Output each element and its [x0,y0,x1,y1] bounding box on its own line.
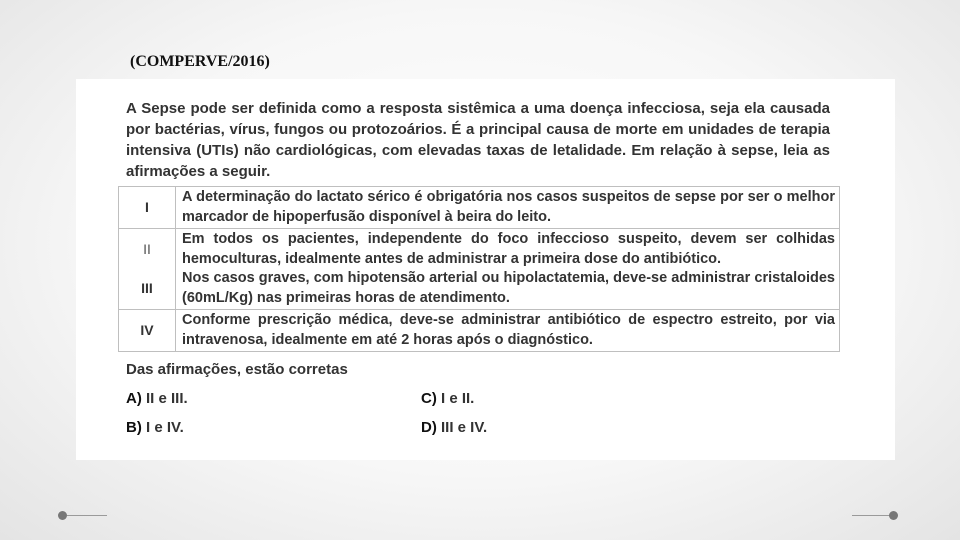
option-text: II e III. [146,390,188,407]
statement-number: IV [119,310,176,352]
question-prompt: Das afirmações, estão corretas [126,361,348,378]
option-letter: C) [421,390,437,407]
statement-text: Conforme prescrição médica, deve-se administrar antibiótico de espectro estreito, por via intravenosa, idealmente em até 2 horas após o diagnóstico. [176,310,840,352]
statement-number-group [119,229,176,310]
option-text: I e IV. [146,419,184,436]
table-row [119,229,840,310]
option-letter: B) [126,419,142,436]
statement-number: II [143,241,151,257]
decorative-rule-right [852,515,892,516]
option-text: III e IV. [441,419,488,436]
question-panel [76,79,895,460]
statement-text-group [176,229,840,310]
option-letter: A) [126,390,142,407]
table-row [119,187,840,229]
table-row [119,310,840,352]
option-d[interactable] [421,419,487,436]
statement-text: Nos casos graves, com hipotensão arterial ou hipolactatemia, deve-se administrar cristaloides (60mL/Kg) nas primeiras horas de atendimento. [182,270,835,306]
option-c[interactable] [421,390,474,407]
option-letter: D) [421,419,437,436]
statement-text: Em todos os pacientes, independente do foco infeccioso suspeito, devem ser colhidas hemoculturas, idealmente antes de administrar a primeira dose do antibiótico. [182,231,835,267]
statements-table [118,186,840,352]
source-heading: (COMPERVE/2016) [130,53,270,70]
question-intro: A Sepse pode ser definida como a resposta sistêmica a uma doença infecciosa, seja ela causada por bactérias, vírus, fungos ou protozoários. É a principal causa de morte em unidades de terapia intensiva (UTIs) não cardiológicas, com elevadas taxas de letalidade. Em relação à sepse, leia as afirmações a seguir. [126,100,830,180]
decorative-dot-right [889,511,898,520]
decorative-rule-left [67,515,107,516]
decorative-dot-left [58,511,67,520]
statement-text: A determinação do lactato sérico é obrigatória nos casos suspeitos de sepse por ser o melhor marcador de hipoperfusão disponível à beira do leito. [176,187,840,229]
statement-number: I [119,187,176,229]
statement-number: III [141,280,153,296]
option-a[interactable] [126,390,188,407]
option-text: I e II. [441,390,475,407]
option-b[interactable] [126,419,184,436]
